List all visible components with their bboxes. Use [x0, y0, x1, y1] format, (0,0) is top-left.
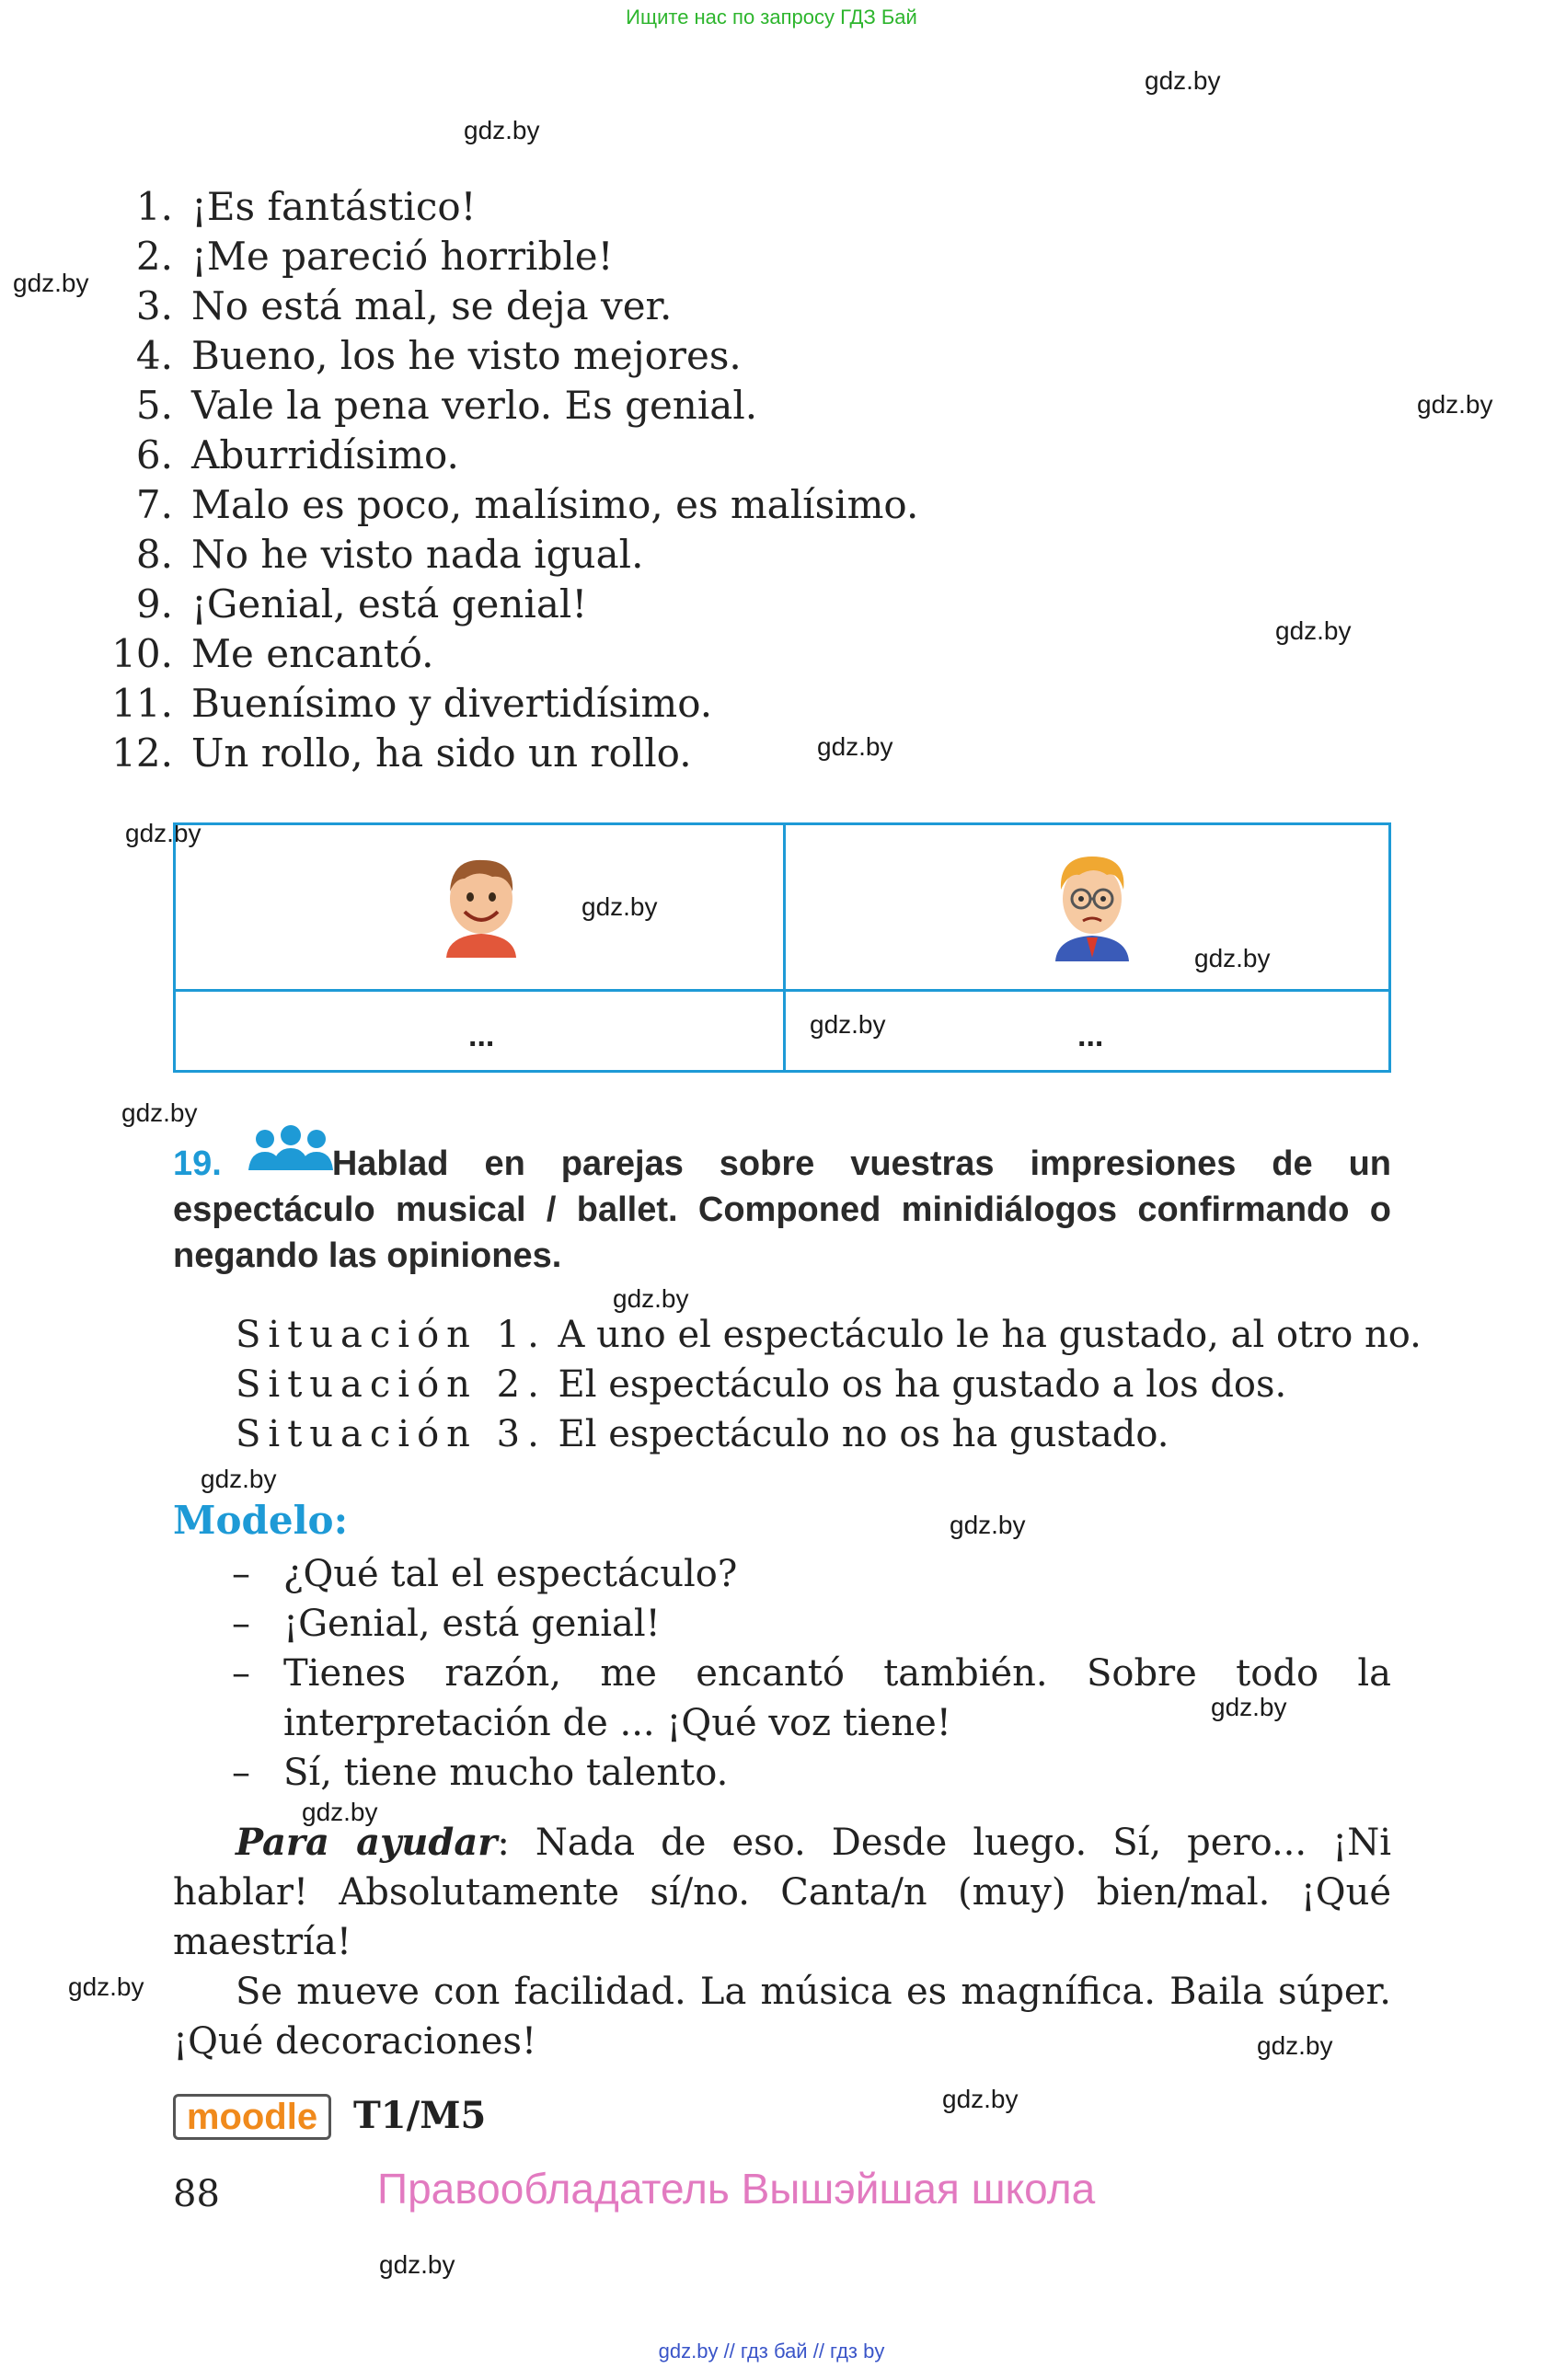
- watermark: gdz.by: [1257, 2031, 1333, 2060]
- para-ayudar-extra: Se mueve con facilidad. La música es magnífica. Baila súper. ¡Qué decoraciones!: [173, 1971, 1391, 2063]
- list-item: 1. ¡Es fantástico!: [135, 184, 477, 229]
- dialog-line: – ¡Genial, está genial!: [232, 1603, 661, 1645]
- list-item: 12. Un rollo, ha sido un rollo.: [111, 730, 692, 776]
- dialog-line: – Tienes razón, me encantó también. Sobre todo la interpretación de ... ¡Qué voz tiene!: [232, 1652, 1391, 1744]
- watermark: gdz.by: [201, 1465, 277, 1493]
- list-item: 8. No he visto nada igual.: [135, 532, 644, 577]
- copyright-notice: Правообладатель Вышэйшая школа: [377, 2165, 1096, 2213]
- para-ayudar-text: : Nada de eso. Desde luego. Sí, pero... ¡Ni hablar! Absolutamente sí/no. Canta/n (muy) bien/mal. ¡Qué maestría!: [173, 1822, 1391, 1963]
- moodle-logo: moodle: [173, 2094, 331, 2140]
- list-item: 5. Vale la pena verlo. Es genial.: [135, 383, 758, 428]
- watermark: gdz.by: [1194, 944, 1271, 972]
- watermark: gdz.by: [1145, 66, 1221, 95]
- moodle-reference: T1/M5: [353, 2094, 487, 2137]
- watermark: gdz.by: [1211, 1693, 1287, 1721]
- table-cell-left: ...: [468, 1018, 495, 1053]
- task-number: 19.: [173, 1144, 222, 1183]
- table-cell-right: ...: [1077, 1018, 1104, 1053]
- list-item: 10. Me encantó.: [111, 631, 434, 676]
- top-banner[interactable]: Ищите нас по запросу ГДЗ Бай: [626, 6, 917, 29]
- table-divider: [783, 825, 786, 1070]
- list-item: 2. ¡Me pareció horrible!: [135, 234, 614, 279]
- watermark: gdz.by: [613, 1284, 689, 1313]
- list-item: 6. Aburridísimo.: [135, 432, 459, 477]
- list-item: 9. ¡Genial, está genial!: [135, 581, 588, 627]
- modelo-heading: Modelo:: [173, 1498, 349, 1543]
- page-number: 88: [173, 2173, 220, 2215]
- watermark: gdz.by: [464, 116, 540, 144]
- task-19: [173, 1141, 1391, 1279]
- para-ayudar: [173, 1818, 1391, 1967]
- list-item: 3. No está mal, se deja ver.: [135, 283, 673, 328]
- watermark: gdz.by: [582, 892, 658, 921]
- situations: [236, 1310, 1422, 1459]
- watermark: gdz.by: [121, 1098, 198, 1127]
- watermark: gdz.by: [1417, 390, 1493, 419]
- situation-item: Situación 3. El espectáculo no os ha gustado.: [236, 1413, 1169, 1455]
- dialog-line: – ¿Qué tal el espectáculo?: [232, 1553, 738, 1595]
- situation-item: Situación 1. A uno el espectáculo le ha gustado, al otro no.: [236, 1314, 1422, 1356]
- watermark: gdz.by: [13, 269, 89, 297]
- para-ayudar-label: Para ayudar: [236, 1821, 498, 1864]
- list-item: 4. Bueno, los he visto mejores.: [135, 333, 742, 378]
- table-divider: [176, 989, 1388, 992]
- list-item: 7. Malo es poco, malísimo, es malísimo.: [135, 482, 919, 527]
- watermark: gdz.by: [810, 1010, 886, 1039]
- watermark: gdz.by: [68, 1972, 144, 2001]
- situation-item: Situación 2. El espectáculo os ha gustado a los dos.: [236, 1363, 1287, 1406]
- phrase-list: [110, 182, 918, 778]
- model-dialog: [232, 1549, 1391, 1798]
- dialog-line: – Sí, tiene mucho talento.: [232, 1752, 729, 1794]
- watermark: gdz.by: [1275, 616, 1352, 645]
- opinion-table: [173, 822, 1391, 1073]
- task-instruction: Hablad en parejas sobre vuestras impresiones de un espectáculo musical / ballet. Componed minidiálogos confirmando o negando las opiniones.: [173, 1144, 1391, 1275]
- worried-boy-icon: [1048, 849, 1136, 961]
- list-item: 11. Buenísimo y divertidísimo.: [111, 681, 713, 726]
- watermark: gdz.by: [942, 2085, 1019, 2113]
- happy-boy-icon: [437, 851, 525, 958]
- watermark: gdz.by: [125, 819, 202, 847]
- watermark: gdz.by: [950, 1511, 1026, 1539]
- watermark: gdz.by: [817, 732, 893, 761]
- bottom-links[interactable]: gdz.by // гдз бай // гдз by: [658, 2340, 885, 2363]
- watermark: gdz.by: [379, 2250, 455, 2279]
- watermark: gdz.by: [302, 1798, 378, 1826]
